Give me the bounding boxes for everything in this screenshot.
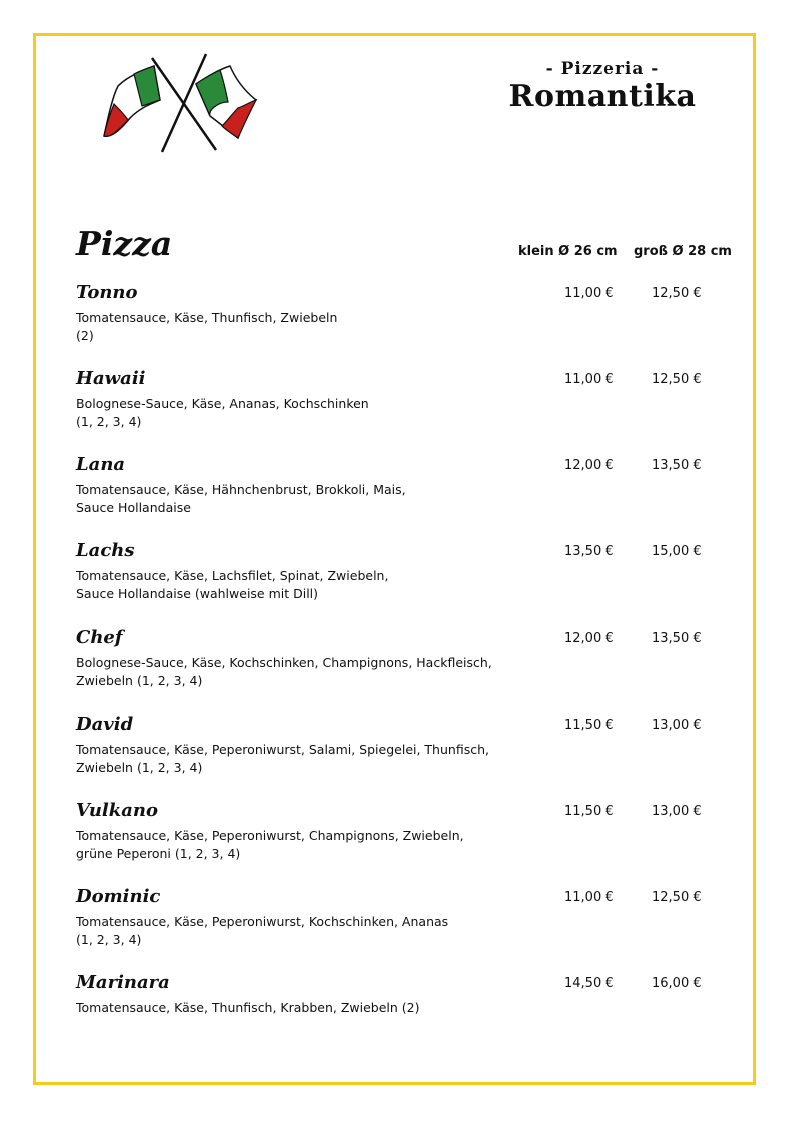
price-small: 11,00 € [564,890,614,905]
section-title: Pizza [76,224,173,263]
italian-flags-icon [98,48,258,154]
price-small: 11,50 € [564,804,614,819]
price-large: 12,50 € [652,286,702,301]
menu-item-name: Vulkano [76,800,158,821]
pizzeria-logo [505,58,700,114]
menu-item-description: Tomatensauce, Käse, Peperoniwurst, Salami, Spiegelei, Thunfisch, Zwiebeln (1, 2, 3, 4) [76,742,489,775]
price-large: 12,50 € [652,890,702,905]
menu-item-description: Tomatensauce, Käse, Lachsfilet, Spinat, Zwiebeln, Sauce Hollandaise (wahlweise mit Dill) [76,568,389,601]
logo-title: Romantika [508,79,697,114]
menu-item-name: Marinara [76,972,170,993]
price-small: 14,50 € [564,976,614,991]
menu-item-description: Tomatensauce, Käse, Peperoniwurst, Champignons, Zwiebeln, grüne Peperoni (1, 2, 3, 4) [76,828,464,861]
menu-item-name: Tonno [76,282,138,303]
price-small: 12,00 € [564,631,614,646]
column-header-small: klein Ø 26 cm [518,244,618,259]
logo-subtitle: - Pizzeria - [545,59,660,79]
menu-item-description: Tomatensauce, Käse, Hähnchenbrust, Brokkoli, Mais, Sauce Hollandaise [76,482,406,515]
price-large: 13,50 € [652,458,702,473]
menu-item [76,540,726,603]
menu-item-name: Lana [76,454,126,475]
menu-item [76,886,726,949]
menu-item [76,800,726,863]
price-small: 11,00 € [564,286,614,301]
price-large: 12,50 € [652,372,702,387]
menu-item-name: Dominic [76,886,161,907]
price-large: 13,50 € [652,631,702,646]
price-large: 13,00 € [652,718,702,733]
menu-item [76,714,726,777]
menu-item-name: David [76,714,134,735]
price-large: 16,00 € [652,976,702,991]
menu-item-description: Tomatensauce, Käse, Thunfisch, Krabben, Zwiebeln (2) [76,1000,420,1015]
menu-item [76,368,726,431]
menu-item [76,282,726,345]
price-large: 15,00 € [652,544,702,559]
menu-item-name: Lachs [76,540,135,561]
price-large: 13,00 € [652,804,702,819]
price-small: 12,00 € [564,458,614,473]
menu-item-name: Hawaii [76,368,146,389]
price-small: 11,00 € [564,372,614,387]
menu-item-description: Tomatensauce, Käse, Peperoniwurst, Kochschinken, Ananas (1, 2, 3, 4) [76,914,449,947]
price-small: 11,50 € [564,718,614,733]
column-header-large: groß Ø 28 cm [634,244,732,259]
menu-item-name: Chef [76,627,123,648]
menu-item-description: Bolognese-Sauce, Käse, Ananas, Kochschinken (1, 2, 3, 4) [76,396,369,429]
menu-item-description: Bolognese-Sauce, Käse, Kochschinken, Champignons, Hackfleisch, Zwiebeln (1, 2, 3, 4) [76,655,492,688]
price-small: 13,50 € [564,544,614,559]
menu-item [76,627,726,690]
menu-item [76,454,726,517]
menu-item [76,972,726,1017]
menu-item-description: Tomatensauce, Käse, Thunfisch, Zwiebeln (2) [76,310,338,343]
